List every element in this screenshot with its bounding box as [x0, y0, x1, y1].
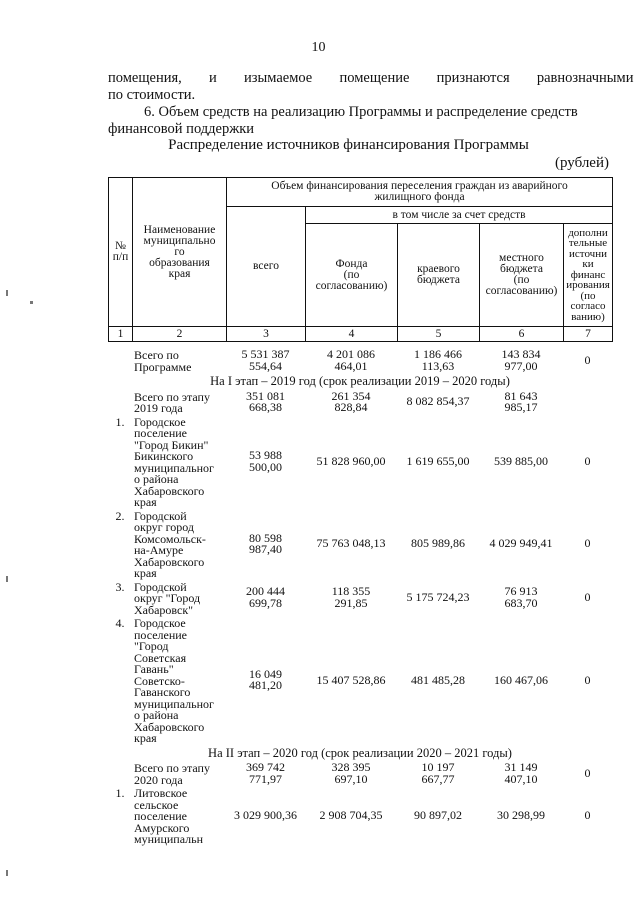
row-fund: 328 395 697,10	[331, 760, 371, 786]
row-fund: 261 354 828,84	[331, 388, 371, 414]
stage-label: На II этап – 2020 год (срок реализации 2020 – 2021 годы)	[208, 745, 512, 760]
header-fund: Фонда (по согласованию)	[306, 224, 398, 327]
table-row	[108, 761, 612, 786]
col-number: 4	[306, 327, 398, 342]
row-total: 16 049 481,20	[249, 666, 282, 693]
margin-mark	[30, 301, 33, 304]
header-num: № п/п	[109, 178, 133, 327]
row-index: 3.	[115, 579, 125, 594]
table-body	[108, 348, 612, 846]
row-fund: 51 828 960,00	[316, 453, 386, 468]
row-name: Городской округ город Комсомольск- на-Амуре Хабаровского края	[134, 508, 206, 580]
col-number: 1	[109, 327, 133, 342]
row-index: 1.	[115, 786, 125, 800]
intro-word: равнозначными	[536, 70, 634, 86]
table-row	[108, 348, 612, 373]
stage-label: На I этап – 2019 год (срок реализации 2019 – 2020 годы)	[210, 374, 510, 388]
row-fund: 2 908 704,35	[319, 808, 383, 822]
margin-mark	[6, 290, 8, 296]
row-additional	[563, 390, 612, 415]
table-row	[108, 616, 612, 745]
row-total: 5 531 387 554,64	[241, 347, 290, 373]
intro-text	[108, 70, 634, 138]
table-row	[108, 509, 612, 580]
table-header	[108, 177, 613, 342]
row-local: 76 913 683,70	[504, 584, 538, 610]
table-row	[108, 580, 612, 617]
row-total: 369 742 771,97	[246, 760, 285, 786]
row-name: Городское поселение "Город Бикин" Бикинского муниципальног о района Хабаровского края	[134, 414, 214, 509]
intro-line-2: по стоимости.	[108, 87, 196, 103]
row-index: 1.	[115, 414, 125, 429]
row-total: 53 988 500,00	[249, 448, 282, 474]
row-fund: 118 355 291,85	[331, 584, 371, 610]
row-additional: 0	[584, 808, 591, 822]
row-regional: 8 082 854,37	[406, 394, 470, 409]
row-name: Всего по этапу 2020 года	[134, 761, 210, 787]
row-name: Всего по Программе	[134, 348, 192, 374]
row-additional: 0	[584, 453, 591, 468]
table-row	[108, 390, 612, 415]
row-total: 3 029 900,36	[234, 808, 297, 822]
header-regional: краевого бюджета	[398, 224, 480, 327]
table-title: Распределение источников финансирования Программы	[168, 137, 529, 153]
intro-word: помещения,	[108, 70, 182, 86]
intro-word: признаются	[436, 70, 510, 86]
intro-word: помещение	[339, 70, 410, 86]
header-local: местного бюджета (по согласованию)	[480, 224, 564, 327]
row-fund: 75 763 048,13	[316, 536, 386, 551]
units-label: (рублей)	[554, 155, 609, 171]
row-local: 539 885,00	[494, 453, 548, 468]
row-index	[108, 348, 132, 373]
row-index: 2.	[115, 508, 125, 523]
section-heading: 6. Объем средств на реализацию Программы и распределение средств	[144, 104, 578, 120]
header-additional: дополни тельные источни ки финанс ирования (по согласо ванию)	[564, 224, 613, 327]
row-additional: 0	[584, 590, 591, 604]
row-fund: 4 201 086 464,01	[327, 347, 375, 373]
row-name: Литовское сельское поселение Амурского муниципальн	[134, 786, 204, 846]
col-number: 7	[564, 327, 613, 342]
margin-mark	[6, 870, 8, 876]
col-number: 3	[227, 327, 306, 342]
row-local: 143 834 977,00	[501, 347, 541, 373]
header-volume: Объем финансирования переселения граждан из аварийного жилищного фонда	[227, 178, 613, 207]
header-name: Наименование муниципально го образования края	[133, 178, 227, 327]
intro-word: изымаемое	[244, 70, 313, 86]
row-additional: 0	[584, 352, 591, 367]
header-total: всего	[227, 207, 306, 327]
row-index	[108, 761, 132, 786]
row-index: 4.	[115, 616, 125, 630]
row-regional: 1 619 655,00	[406, 453, 470, 468]
row-index	[108, 390, 132, 415]
section-heading-cont: финансовой поддержки	[108, 121, 255, 137]
row-local: 160 467,06	[494, 672, 548, 687]
table-row	[108, 786, 612, 846]
row-local: 81 643 985,17	[504, 388, 538, 414]
row-name: Городской округ "Город Хабаровск"	[134, 579, 201, 617]
row-regional: 481 485,28	[411, 672, 465, 687]
row-fund: 15 407 528,86	[316, 672, 386, 687]
row-total: 200 444 699,78	[246, 584, 285, 610]
row-name: Всего по этапу 2019 года	[134, 389, 210, 415]
row-regional: 90 897,02	[414, 808, 462, 822]
stage-row	[108, 373, 612, 390]
row-regional: 5 175 724,23	[406, 590, 470, 604]
row-additional: 0	[584, 536, 591, 551]
intro-word: и	[209, 70, 217, 86]
row-regional: 805 989,86	[411, 536, 465, 551]
column-numbers-row	[109, 327, 613, 342]
table-row	[108, 415, 612, 509]
margin-mark	[6, 576, 8, 582]
header-including: в том числе за счет средств	[306, 207, 613, 224]
row-regional: 1 186 466 113,63	[414, 347, 462, 373]
row-local: 4 029 949,41	[489, 536, 553, 551]
row-total: 80 598 987,40	[249, 530, 282, 556]
stage-row	[108, 745, 612, 762]
row-additional: 0	[584, 672, 591, 687]
row-additional: 0	[584, 765, 591, 780]
row-local: 30 298,99	[497, 808, 545, 822]
col-number: 5	[398, 327, 480, 342]
col-number: 6	[480, 327, 564, 342]
page-number: 10	[311, 40, 326, 55]
intro-line-1	[108, 70, 634, 87]
row-name: Городское поселение "Город Советская Гавань" Советско- Гаванского муниципальног о района Хабаровского края	[134, 616, 214, 745]
row-total: 351 081 668,38	[246, 388, 285, 414]
col-number: 2	[133, 327, 227, 342]
row-local: 31 149 407,10	[504, 760, 538, 786]
row-regional: 10 197 667,77	[421, 760, 455, 786]
